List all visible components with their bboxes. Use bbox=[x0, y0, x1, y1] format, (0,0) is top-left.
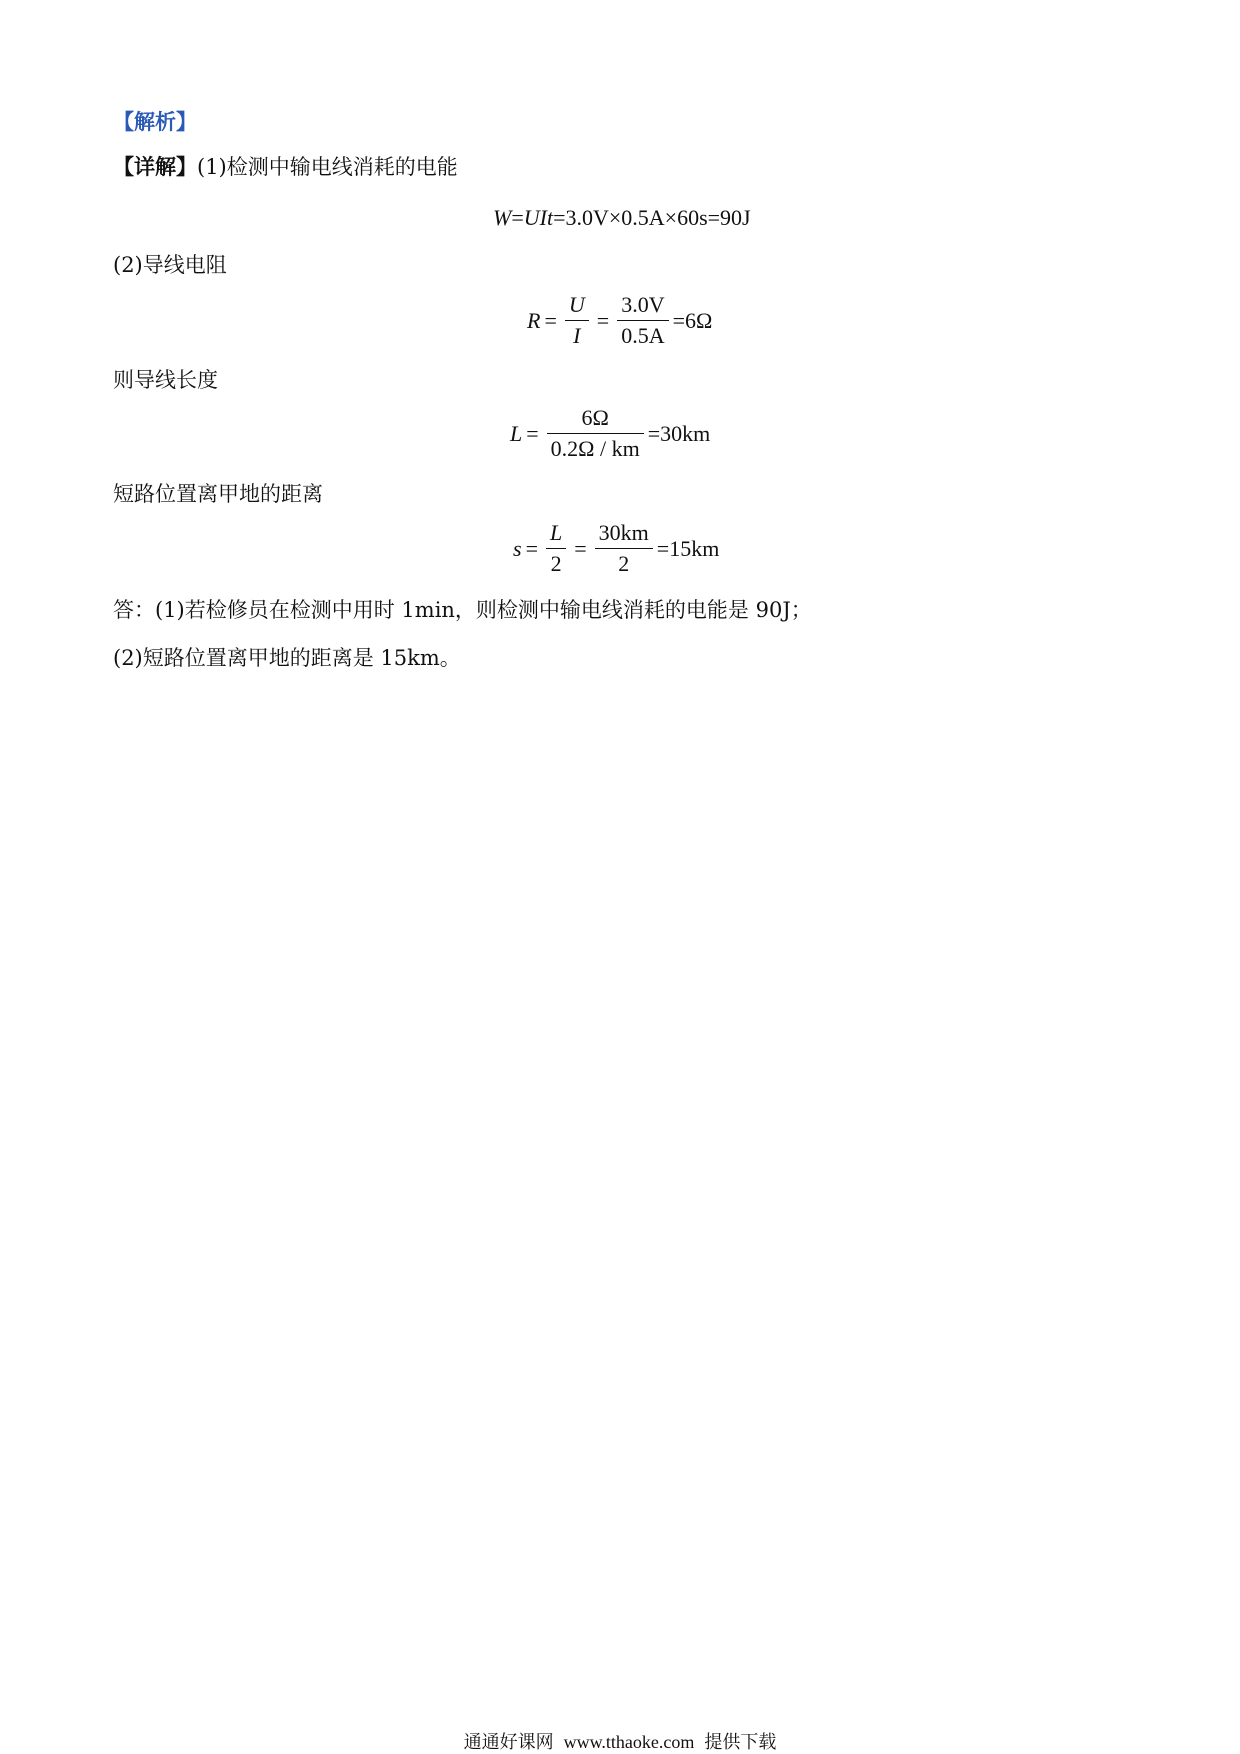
eq3-den: 0.2Ω / km bbox=[550, 436, 640, 461]
eq2-den2: 0.5A bbox=[621, 323, 665, 348]
detail-line bbox=[113, 154, 458, 180]
resistance-label: (2)导线电阻 bbox=[113, 253, 227, 277]
equation-resistance bbox=[527, 290, 712, 351]
equation-length bbox=[510, 403, 710, 464]
equation-energy bbox=[493, 205, 751, 231]
eq4-result: =15km bbox=[656, 535, 720, 561]
eq4-lhs: s bbox=[513, 535, 522, 561]
answer-line-2: (2)短路位置离甲地的距离是 15km。 bbox=[113, 646, 461, 670]
equation-distance bbox=[513, 518, 719, 579]
eq2-den1: I bbox=[573, 323, 581, 348]
eq4-num1: L bbox=[549, 520, 563, 545]
eq2-lhs: R bbox=[527, 307, 541, 333]
eq4-den2: 2 bbox=[618, 551, 630, 576]
eq2-num1: U bbox=[568, 292, 585, 317]
eq2-equals-2: = bbox=[596, 307, 610, 333]
eq2-result: =6Ω bbox=[672, 307, 713, 333]
eq3-equals: = bbox=[526, 420, 539, 446]
eq2-num2: 3.0V bbox=[621, 292, 665, 317]
eq4-equals-2: = bbox=[574, 535, 587, 561]
fraction-30km-over-2 bbox=[595, 518, 653, 579]
eq3-result: =30km bbox=[647, 420, 711, 446]
eq4-num2: 30km bbox=[598, 520, 649, 545]
eq3-num: 6Ω bbox=[581, 405, 609, 430]
eq1-rest: =3.0V×0.5A×60s=90J bbox=[553, 205, 751, 230]
footer-url[interactable]: www.tthaoke.com bbox=[563, 1732, 695, 1752]
eq2-equals-1: = bbox=[544, 307, 557, 333]
eq3-lhs: L bbox=[510, 420, 523, 446]
eq1-UIt: UIt bbox=[523, 205, 554, 230]
page-footer bbox=[0, 1728, 1240, 1754]
footer-site-name: 通通好课网 bbox=[463, 1732, 554, 1753]
footer-provide: 提供下载 bbox=[704, 1732, 777, 1753]
answer-line-1: 答：(1)若检修员在检测中用时 1min，则检测中输电线消耗的电能是 90J； bbox=[113, 598, 812, 622]
eq4-equals-1: = bbox=[525, 535, 538, 561]
length-label: 则导线长度 bbox=[113, 368, 218, 392]
eq4-den1: 2 bbox=[550, 551, 562, 576]
fraction-ohm-over-rate bbox=[547, 403, 644, 464]
fraction-U-over-I bbox=[565, 290, 589, 351]
detail-label: 【详解】 bbox=[113, 154, 197, 179]
section-title: 【解析】 bbox=[113, 109, 197, 134]
fraction-L-over-2 bbox=[546, 518, 566, 579]
eq1-W: W bbox=[493, 205, 512, 230]
distance-label: 短路位置离甲地的距离 bbox=[113, 482, 323, 506]
eq1-eq: = bbox=[511, 205, 524, 230]
fraction-voltage-over-current bbox=[617, 290, 668, 351]
detail-text: (1)检测中输电线消耗的电能 bbox=[197, 155, 458, 179]
